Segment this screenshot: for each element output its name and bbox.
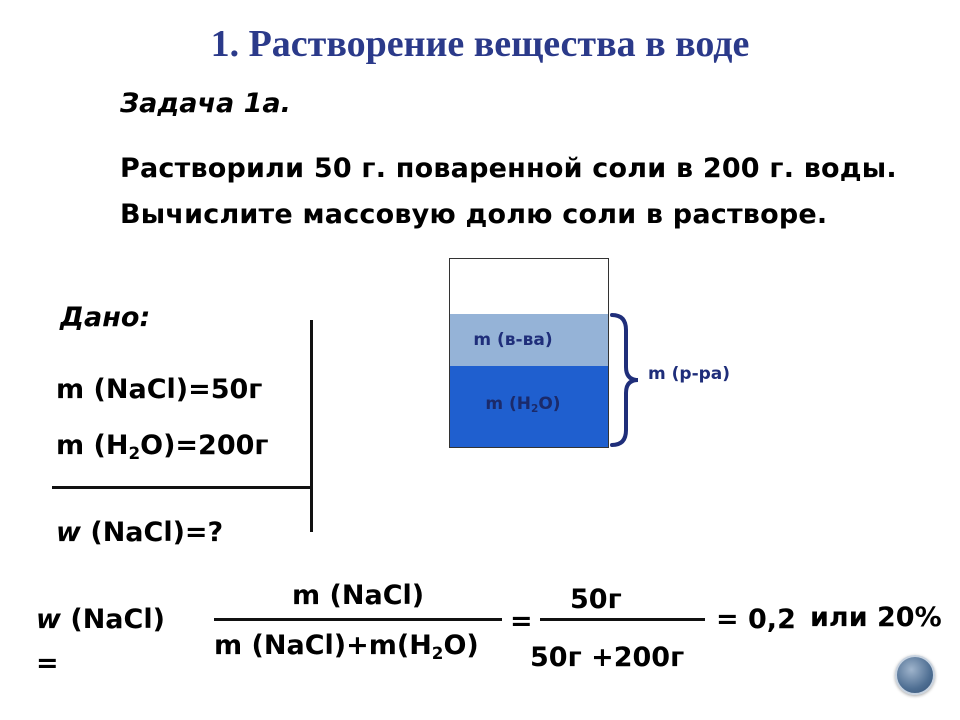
solute-label: m (в-ва) bbox=[473, 330, 553, 350]
empty-layer bbox=[450, 259, 608, 315]
find-w-symbol: w bbox=[56, 517, 81, 548]
solution-diagram bbox=[449, 258, 609, 448]
formula-numerator: m (NaCl) bbox=[292, 580, 425, 611]
water-label bbox=[444, 394, 602, 414]
task-label: Задача 1а. bbox=[120, 88, 291, 119]
solution-mass-label: m (р-ра) bbox=[648, 364, 731, 384]
given-divider-horizontal bbox=[52, 486, 312, 489]
given-water-prefix: m (H bbox=[56, 430, 129, 461]
fraction-line-1 bbox=[214, 618, 502, 621]
formula-lhs bbox=[36, 604, 165, 635]
water-label-suffix: O) bbox=[538, 394, 561, 414]
water-layer bbox=[450, 366, 608, 447]
numeric-denominator: 50г +200г bbox=[530, 642, 685, 673]
formula-result: = 0,2 bbox=[716, 604, 796, 635]
numeric-numerator: 50г bbox=[570, 584, 622, 615]
formula-lhs-rest: (NaCl) bbox=[60, 604, 165, 635]
given-water-mass bbox=[56, 430, 269, 464]
water-label-sub: 2 bbox=[531, 403, 539, 416]
water-label-prefix: m (H bbox=[485, 394, 532, 414]
denominator-sub: 2 bbox=[431, 643, 444, 664]
find-rest: (NaCl)=? bbox=[80, 517, 224, 548]
formula-denominator bbox=[214, 630, 479, 664]
solution-brace bbox=[608, 312, 642, 448]
slide-nav-button[interactable] bbox=[895, 655, 935, 695]
denominator-suffix: O) bbox=[443, 630, 479, 661]
problem-statement: Растворили 50 г. поваренной соли в 200 г. воды. Вычислите массовую долю соли в растворе. bbox=[120, 153, 897, 230]
given-divider-vertical bbox=[310, 320, 313, 532]
fraction-line-2 bbox=[540, 618, 705, 621]
given-heading: Дано: bbox=[60, 302, 151, 333]
denominator-prefix: m (NaCl)+m(H bbox=[214, 630, 432, 661]
formula-lhs-equals: = bbox=[36, 648, 59, 679]
formula-w-symbol: w bbox=[36, 604, 61, 635]
formula-equals-1: = bbox=[510, 606, 533, 637]
find-mass-fraction bbox=[56, 517, 223, 548]
formula-percent: или 20% bbox=[810, 602, 942, 633]
given-nacl-mass bbox=[56, 374, 262, 405]
slide-title: 1. Растворение вещества в воде bbox=[210, 23, 750, 65]
given-nacl-text: m (NaCl)=50г bbox=[56, 374, 263, 405]
given-water-suffix: O)=200г bbox=[140, 430, 269, 461]
solute-layer bbox=[450, 314, 608, 367]
given-water-sub: 2 bbox=[128, 443, 141, 464]
